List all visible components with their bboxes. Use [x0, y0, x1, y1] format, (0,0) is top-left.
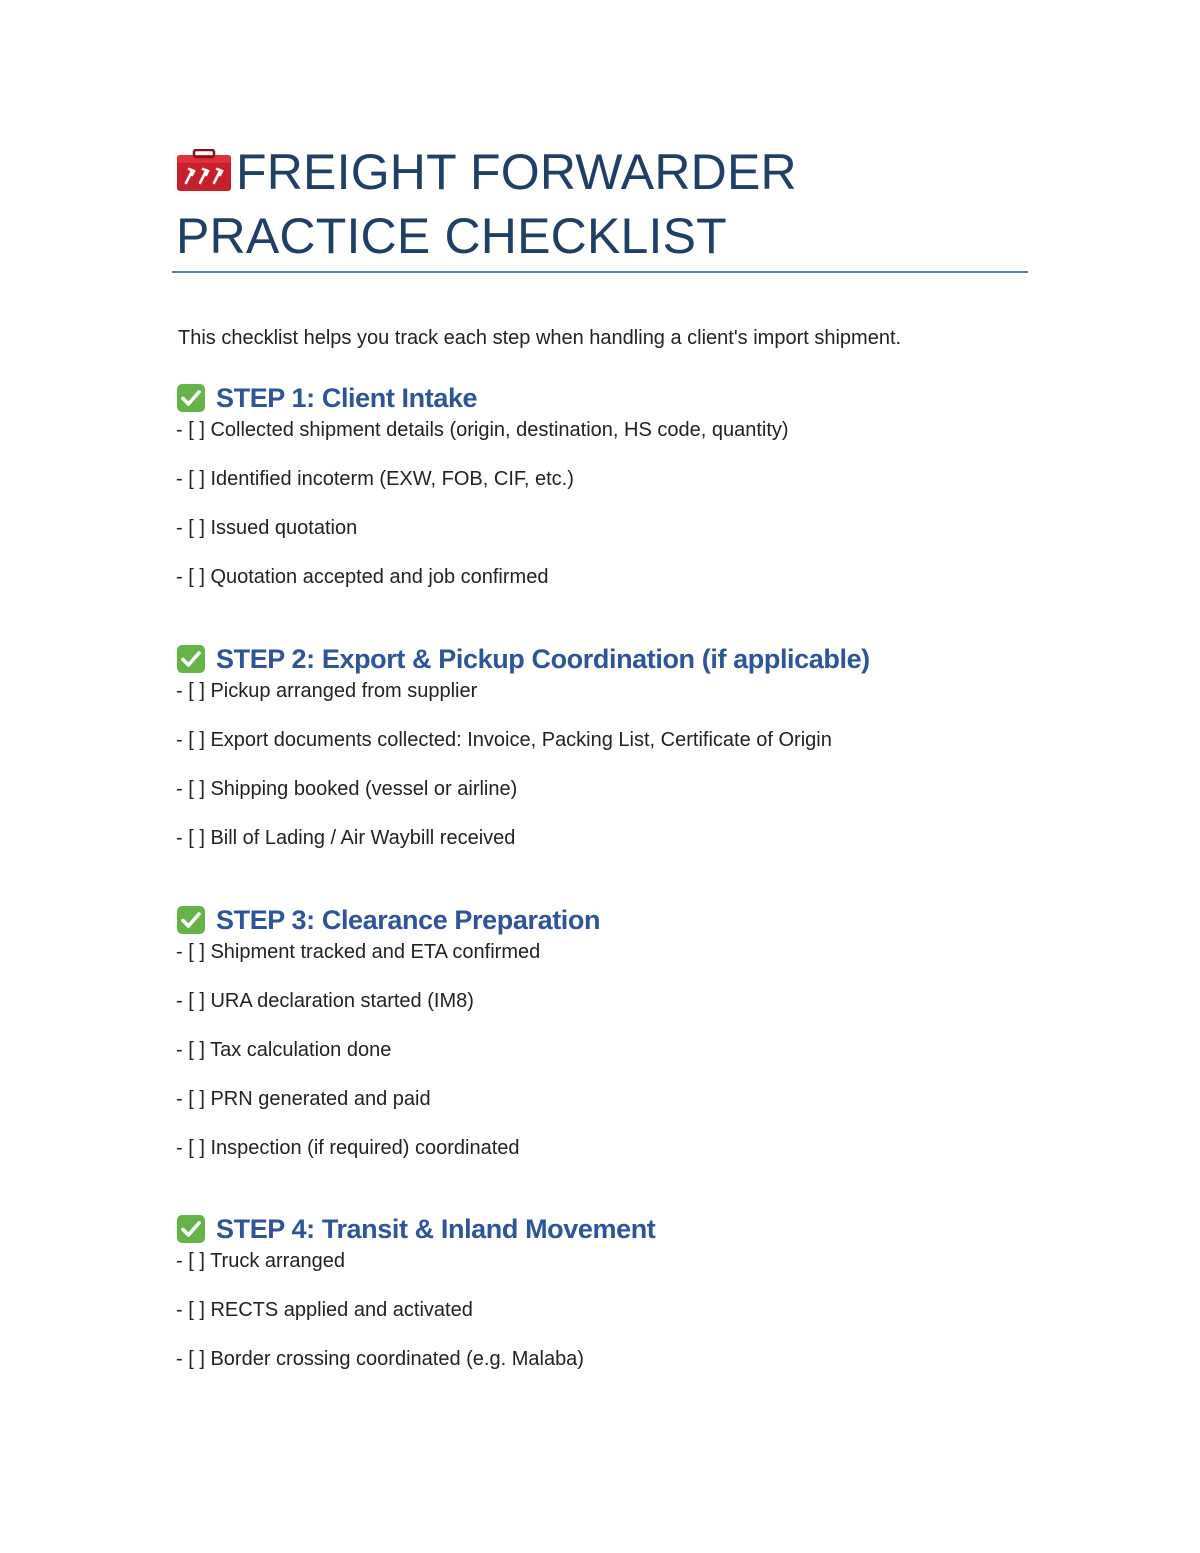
- step-2-section: [176, 639, 1036, 875]
- step-1-checklist: [176, 418, 1036, 614]
- title-divider: [172, 271, 1028, 273]
- checklist-item: - [ ] Bill of Lading / Air Waybill received: [176, 827, 516, 849]
- step-1-heading: [176, 378, 1036, 418]
- checklist-item: - [ ] Shipment tracked and ETA confirmed: [176, 941, 541, 963]
- step-4-checklist: [176, 1249, 1036, 1396]
- step-3-section: [176, 900, 1036, 1185]
- checklist-item: - [ ] Export documents collected: Invoice, Packing List, Certificate of Origin: [176, 729, 832, 751]
- step-4-heading-text: STEP 4: Transit & Inland Movement: [216, 1213, 656, 1244]
- step-3-heading: [176, 900, 1036, 940]
- checklist-item: - [ ] Border crossing coordinated (e.g. Malaba): [176, 1348, 584, 1370]
- step-2-heading-text: STEP 2: Export & Pickup Coordination (if applicable): [216, 643, 870, 674]
- page-title: [176, 140, 1036, 268]
- toolbox-icon: [176, 149, 232, 193]
- intro-text: This checklist helps you track each step when handling a client's import shipment.: [178, 327, 902, 349]
- title-block: [176, 140, 1036, 268]
- check-mark-button-icon: [176, 1214, 206, 1244]
- checklist-item: - [ ] Identified incoterm (EXW, FOB, CIF, etc.): [176, 468, 574, 490]
- check-mark-button-icon: [176, 383, 206, 413]
- checklist-item: - [ ] Collected shipment details (origin, destination, HS code, quantity): [176, 419, 789, 441]
- checklist-item: - [ ] Truck arranged: [176, 1250, 345, 1272]
- checklist-item: - [ ] Quotation accepted and job confirmed: [176, 566, 549, 588]
- step-3-checklist: [176, 940, 1036, 1185]
- step-1-section: [176, 378, 1036, 614]
- page-title-text: FREIGHT FORWARDER PRACTICE CHECKLIST: [176, 144, 797, 264]
- checklist-item: - [ ] PRN generated and paid: [176, 1088, 431, 1110]
- checklist-item: - [ ] Shipping booked (vessel or airline): [176, 778, 518, 800]
- step-3-heading-text: STEP 3: Clearance Preparation: [216, 904, 601, 935]
- checklist-item: - [ ] RECTS applied and activated: [176, 1299, 473, 1321]
- check-mark-button-icon: [176, 644, 206, 674]
- checklist-item: - [ ] Issued quotation: [176, 517, 358, 539]
- check-mark-button-icon: [176, 905, 206, 935]
- step-1-heading-text: STEP 1: Client Intake: [216, 382, 478, 413]
- step-2-checklist: [176, 679, 1036, 875]
- checklist-item: - [ ] Inspection (if required) coordinated: [176, 1137, 520, 1159]
- step-4-heading: [176, 1209, 1036, 1249]
- checklist-item: - [ ] Tax calculation done: [176, 1039, 392, 1061]
- step-2-heading: [176, 639, 1036, 679]
- step-4-section: [176, 1209, 1036, 1396]
- checklist-item: - [ ] URA declaration started (IM8): [176, 990, 474, 1012]
- checklist-item: - [ ] Pickup arranged from supplier: [176, 680, 478, 702]
